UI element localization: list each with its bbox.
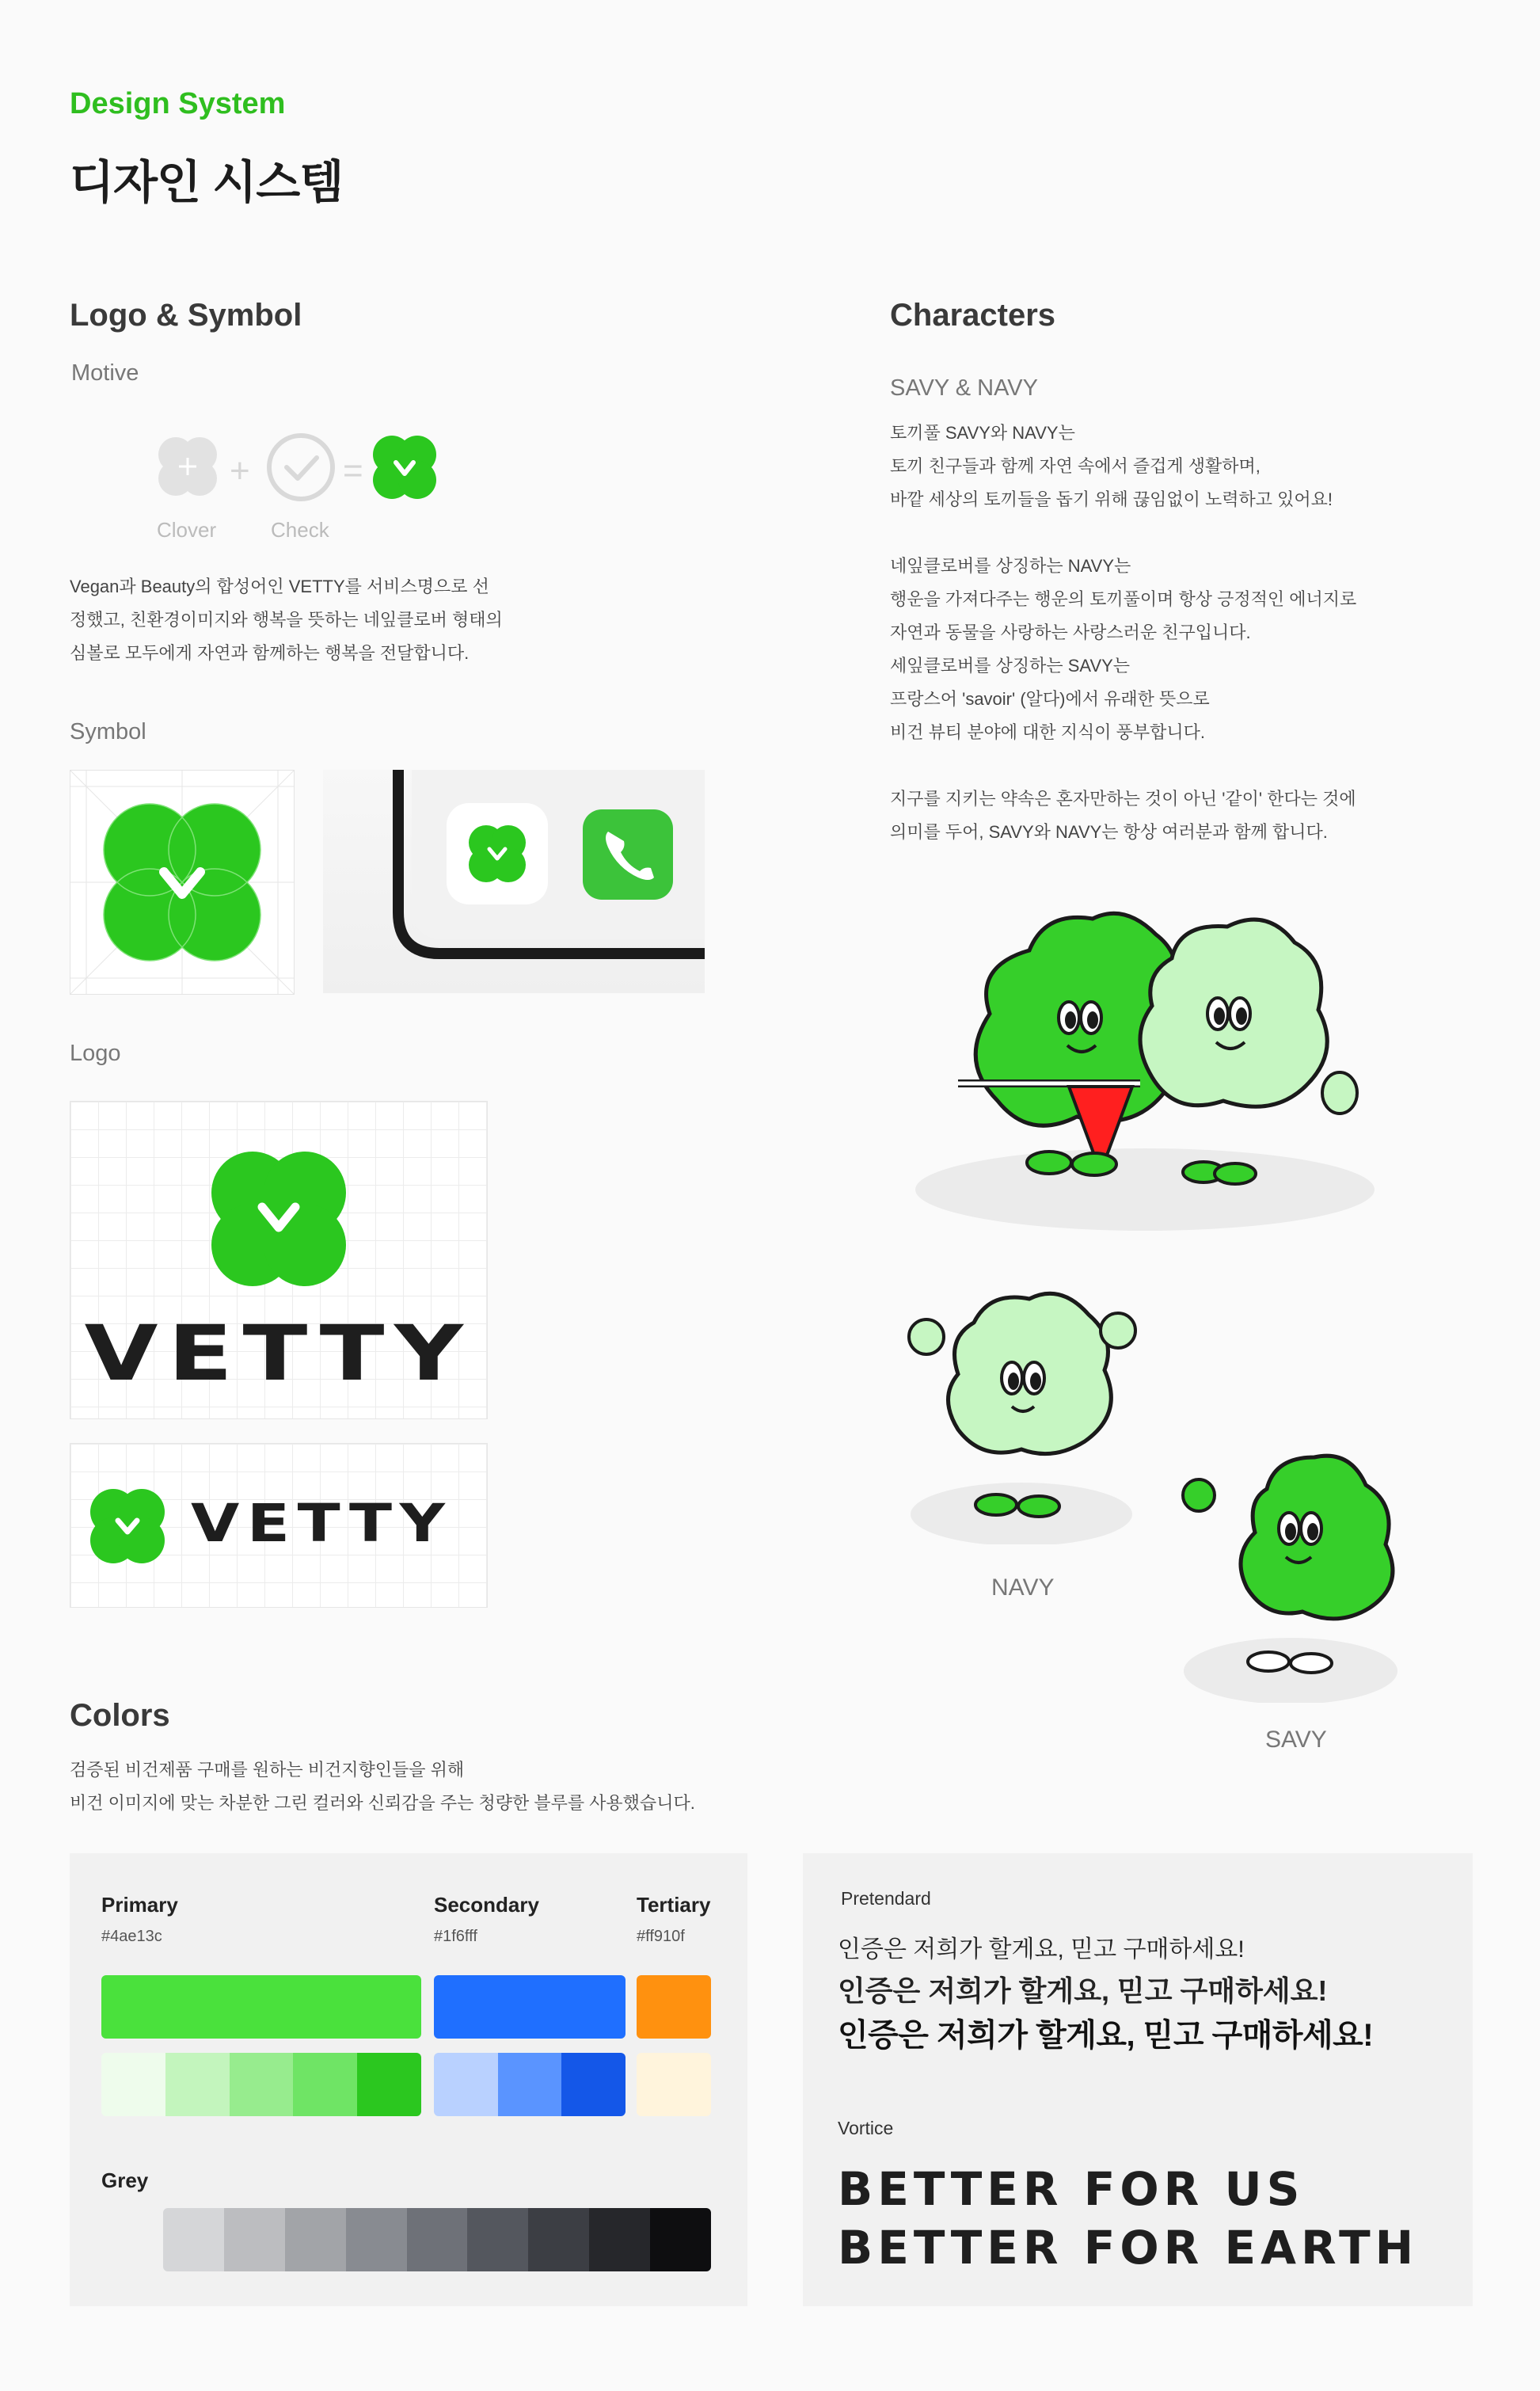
primary-shade-5	[357, 2053, 421, 2116]
colors-title: Colors	[70, 1698, 170, 1733]
app-icon-mockup	[323, 770, 705, 993]
primary-shade-4	[293, 2053, 357, 2116]
tertiary-shades	[637, 2053, 711, 2116]
clover-caption: Clover	[157, 518, 217, 542]
secondary-shade-2	[498, 2053, 562, 2116]
wordmark-vertical: VETTY	[84, 1309, 473, 1398]
vertical-logo-card	[70, 1101, 488, 1419]
check-caption: Check	[271, 518, 329, 542]
symbol-icon-small	[86, 1485, 169, 1567]
vortice-line-2: BETTER FOR EARTH	[838, 2221, 1419, 2275]
pretendard-regular-sample: 인증은 저희가 할게요, 믿고 구매하세요!	[838, 1936, 1245, 1963]
characters-paragraph-3: 지구를 지키는 약속은 혼자만하는 것이 아닌 '같이' 한다는 것에 의미를 두어, SAVY와 NAVY는 항상 여러분과 함께 합니다.	[890, 789, 1356, 842]
motive-diagram	[150, 428, 467, 546]
horizontal-logo-card	[70, 1443, 488, 1608]
secondary-shade-1	[434, 2053, 498, 2116]
symbol-icon	[205, 1145, 352, 1293]
tertiary-label: Tertiary	[637, 1893, 711, 1917]
grey-label: Grey	[101, 2168, 149, 2192]
colors-description: 검증된 비건제품 구매를 원하는 비건지향인들을 위해 비건 이미지에 맞는 차분한 그린 컬러와 신뢰감을 주는 청량한 블루를 사용했습니다.	[70, 1760, 695, 1813]
symbol-construction-card	[70, 770, 295, 995]
navy-illustration	[903, 1283, 1148, 1544]
typography-panel	[803, 1853, 1473, 2306]
phone-frame	[323, 770, 705, 993]
pretendard-label: Pretendard	[841, 1888, 931, 1909]
grey-shade-2	[224, 2208, 285, 2271]
savy-label: SAVY	[1265, 1727, 1327, 1753]
primary-shades	[101, 2053, 421, 2116]
characters-paragraph-2: 네잎클로버를 상징하는 NAVY는 행운을 가져다주는 행운의 토끼풀이며 항상 긍정적인 에너지로 자연과 동물을 사랑하는 사랑스러운 친구입니다. 세잎클로버를 상징하는 SAVY는 프랑스어 'savoir' (알다)에서 유래한 뜻으로 비건 뷰티 분야에 대한 지식이 풍부합니다.	[890, 556, 1357, 742]
tertiary-hex: #ff910f	[637, 1928, 685, 1945]
grey-shade-3	[285, 2208, 346, 2271]
pretendard-bold-sample: 인증은 저희가 할게요, 믿고 구매하세요!	[838, 2018, 1374, 2053]
characters-paragraph-1: 토끼풀 SAVY와 NAVY는 토끼 친구들과 함께 자연 속에서 즐겁게 생활하며, 바깥 세상의 토끼들을 돕기 위해 끊임없이 노력하고 있어요!	[890, 423, 1333, 509]
page-title: 디자인 시스템	[70, 157, 344, 208]
grey-shade-7	[528, 2208, 589, 2271]
motive-plus: +	[230, 451, 250, 490]
characters-subtitle: SAVY & NAVY	[890, 375, 1038, 401]
logo-description: Vegan과 Beauty의 합성어인 VETTY를 서비스명으로 선 정했고, 친환경이미지와 행복을 뜻하는 네잎클로버 형태의 심볼로 모두에게 자연과 함께하는 행복을 전달합니다.	[70, 577, 503, 663]
secondary-main-swatch	[434, 1975, 626, 2039]
grey-shade-4	[346, 2208, 407, 2271]
symbol-construction	[70, 771, 294, 994]
eyebrow: Design System	[70, 87, 286, 120]
pretendard-medium-sample: 인증은 저희가 할게요, 믿고 구매하세요!	[838, 1974, 1328, 2007]
savy-illustration	[1172, 1441, 1409, 1703]
primary-main-swatch	[101, 1975, 421, 2039]
motive-equals: =	[343, 451, 363, 490]
grey-shade-9	[650, 2208, 711, 2271]
primary-shade-3	[230, 2053, 294, 2116]
characters-duo-illustration	[911, 903, 1386, 1235]
wordmark-horizontal: VETTY	[191, 1493, 453, 1554]
grey-shades	[163, 2208, 711, 2271]
secondary-shades	[434, 2053, 626, 2116]
secondary-label: Secondary	[434, 1893, 539, 1917]
grey-shade-6	[467, 2208, 528, 2271]
grey-shade-5	[407, 2208, 468, 2271]
secondary-shade-3	[561, 2053, 626, 2116]
secondary-hex: #1f6fff	[434, 1928, 477, 1945]
primary-shade-2	[165, 2053, 230, 2116]
characters-title: Characters	[890, 298, 1056, 333]
motive-label: Motive	[71, 360, 139, 386]
grey-shade-8	[589, 2208, 650, 2271]
logo-section-title: Logo & Symbol	[70, 298, 302, 333]
primary-shade-1	[101, 2053, 165, 2116]
symbol-label: Symbol	[70, 719, 146, 744]
primary-hex: #4ae13c	[101, 1928, 162, 1945]
tertiary-shade-1	[637, 2053, 711, 2116]
color-palette-panel	[70, 1853, 747, 2306]
grey-shade-1	[163, 2208, 224, 2271]
primary-label: Primary	[101, 1893, 178, 1917]
logo-label: Logo	[70, 1041, 121, 1066]
navy-label: NAVY	[991, 1574, 1055, 1601]
tertiary-main-swatch	[637, 1975, 711, 2039]
vortice-label: Vortice	[838, 2118, 894, 2138]
vortice-line-1: BETTER FOR US	[838, 2162, 1305, 2216]
